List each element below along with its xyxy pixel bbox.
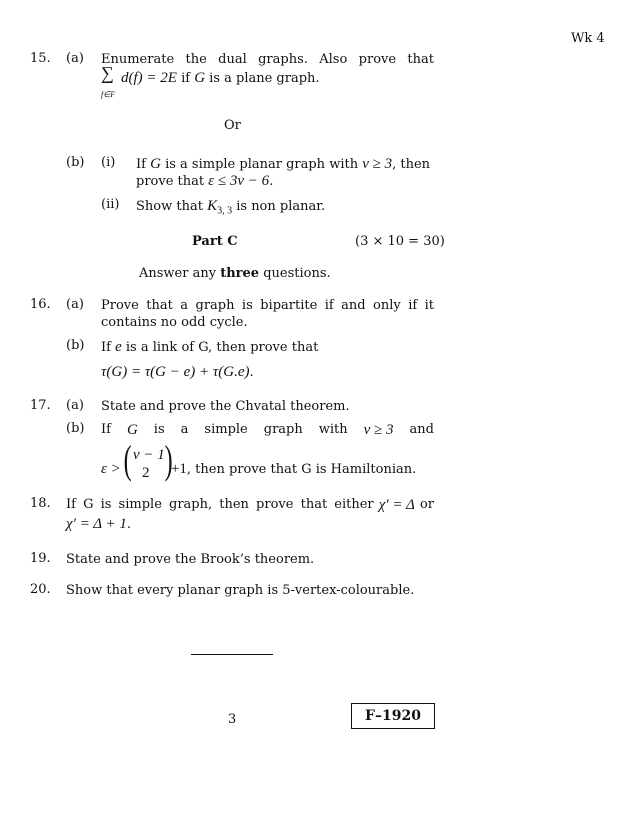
question-text: If G is simple graph, then prove that either χ′ = Δ or [66, 497, 434, 513]
question-number: 17. [30, 398, 51, 413]
or-separator: Or [224, 118, 241, 133]
subpart-label: (i) [101, 155, 116, 170]
question-text: If e is a link of G, then prove that [101, 339, 319, 355]
formula: d(f) = 2E [121, 70, 177, 86]
formula: τ(G) = τ(G − e) + τ(G.e). [101, 364, 254, 380]
part-label: (b) [66, 155, 85, 170]
question-text: Show that every planar graph is 5-vertex-colourable. [66, 583, 415, 598]
question-text: State and prove the Chvatal theorem. [101, 399, 350, 414]
part-label: (b) [66, 338, 85, 353]
formula: χ′ = Δ + 1. [66, 516, 132, 532]
question-text: Prove that a graph is bipartite if and only if it [101, 298, 434, 313]
section-instruction: Answer any three questions. [139, 266, 331, 281]
question-number: 16. [30, 297, 51, 312]
paper-code: F–1920 [351, 703, 435, 729]
question-text: If G is a simple graph with ν ≥ 3 and [101, 422, 434, 438]
question-text: State and prove the Brook’s theorem. [66, 552, 315, 567]
question-formula-line: ∑ f∈F d(f) = 2E if G is a plane graph. [101, 63, 320, 99]
end-rule [191, 654, 273, 655]
part-label: (a) [66, 51, 84, 66]
question-text: Enumerate the dual graphs. Also prove that [101, 52, 434, 67]
section-marks: (3 × 10 = 30) [355, 234, 445, 249]
page-number: 3 [228, 712, 237, 727]
question-text: If G is a simple planar graph with ν ≥ 3, then [136, 156, 431, 172]
question-number: 18. [30, 496, 51, 511]
part-label: (a) [66, 297, 84, 312]
question-number: 15. [30, 51, 51, 66]
question-number: 19. [30, 551, 51, 566]
part-label: (a) [66, 398, 84, 413]
binomial: ( ν − 1 2 ) [123, 437, 173, 482]
header-tag: Wk 4 [571, 31, 605, 46]
question-text: contains no odd cycle. [101, 315, 248, 330]
summation: ∑ f∈F [101, 63, 116, 99]
formula-line: ε > ( ν − 1 2 ) +1, then prove that G is Hamiltonian. [101, 446, 416, 486]
question-text: Show that $K_{3, 3}$ is non planar. [136, 198, 326, 217]
part-label: (b) [66, 421, 85, 436]
question-number: 20. [30, 582, 51, 597]
question-text: prove that ε ≤ 3ν − 6. [136, 173, 274, 189]
subpart-label: (ii) [101, 197, 120, 212]
section-title: Part C [192, 234, 238, 249]
